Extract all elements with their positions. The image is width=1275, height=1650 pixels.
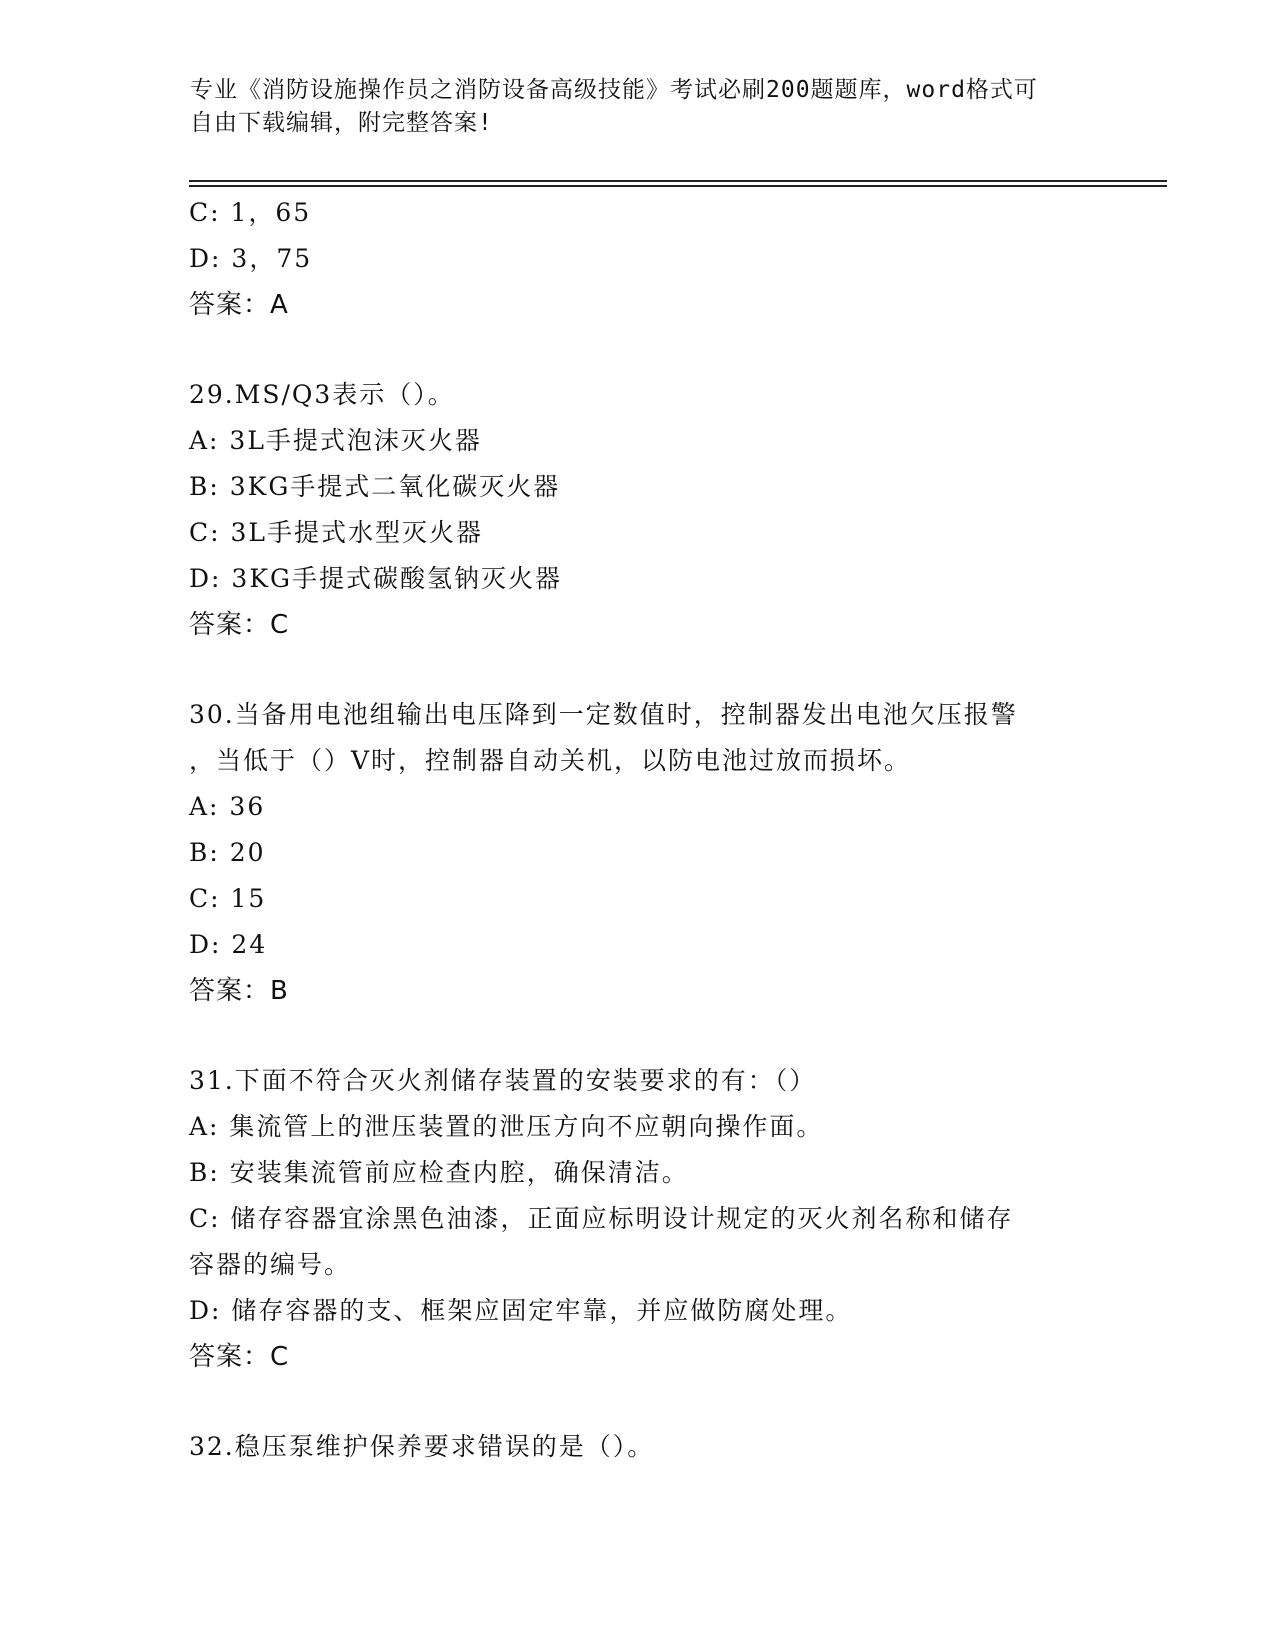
answer-line: 答案：C (189, 1342, 290, 1372)
option-c-continued: 容器的编号。 (189, 1250, 352, 1279)
option-d: D: 储存容器的支、框架应固定牢靠，并应做防腐处理。 (189, 1296, 853, 1325)
option-c: C: 3L手提式水型灭火器 (189, 518, 484, 547)
answer-line: 答案：C (189, 610, 290, 640)
option-d: D: 3，75 (189, 244, 313, 273)
option-c: C: 1，65 (189, 198, 312, 227)
option-a: A: 集流管上的泄压装置的泄压方向不应朝向操作面。 (189, 1112, 824, 1141)
option-d: D: 3KG手提式碳酸氢钠灭火器 (189, 564, 562, 593)
question-stem: 31.下面不符合灭火剂储存装置的安装要求的有：（） (189, 1066, 817, 1095)
question-32 (189, 1424, 1089, 1470)
option-a: A: 3L手提式泡沫灭火器 (189, 426, 482, 455)
question-stem: 32.稳压泵维护保养要求错误的是（）。 (189, 1432, 655, 1461)
question-30 (189, 692, 1089, 1014)
spacer (189, 1380, 1089, 1424)
question-list (189, 190, 1089, 1470)
option-b: B: 3KG手提式二氧化碳灭火器 (189, 472, 561, 501)
option-a: A: 36 (189, 792, 266, 821)
option-b: B: 20 (189, 838, 266, 867)
option-b: B: 安装集流管前应检查内腔，确保清洁。 (189, 1158, 689, 1187)
header-divider-top (189, 180, 1167, 182)
header-title-line-2: 自由下载编辑，附完整答案! (190, 110, 493, 136)
option-c: C: 储存容器宜涂黑色油漆，正面应标明设计规定的灭火剂名称和储存 (189, 1204, 1014, 1233)
question-stem: 30.当备用电池组输出电压降到一定数值时，控制器发出电池欠压报警 (189, 700, 1018, 729)
question-31 (189, 1058, 1089, 1380)
question-stem: 29.MS/Q3表示（）。 (189, 380, 455, 409)
spacer (189, 1014, 1089, 1058)
option-c: C: 15 (189, 884, 267, 913)
question-29 (189, 372, 1089, 648)
question-stem-continued: ，当低于（）V时，控制器自动关机，以防电池过放而损坏。 (189, 746, 912, 775)
header-divider-bottom (189, 185, 1167, 187)
spacer (189, 328, 1089, 372)
spacer (189, 648, 1089, 692)
answer-line: 答案：B (189, 976, 289, 1006)
option-d: D: 24 (189, 930, 268, 959)
document-header (190, 74, 1090, 140)
header-title-line-1: 专业《消防设施操作员之消防设备高级技能》考试必刷200题题库，word格式可 (190, 77, 1038, 103)
answer-line: 答案：A (189, 290, 289, 320)
